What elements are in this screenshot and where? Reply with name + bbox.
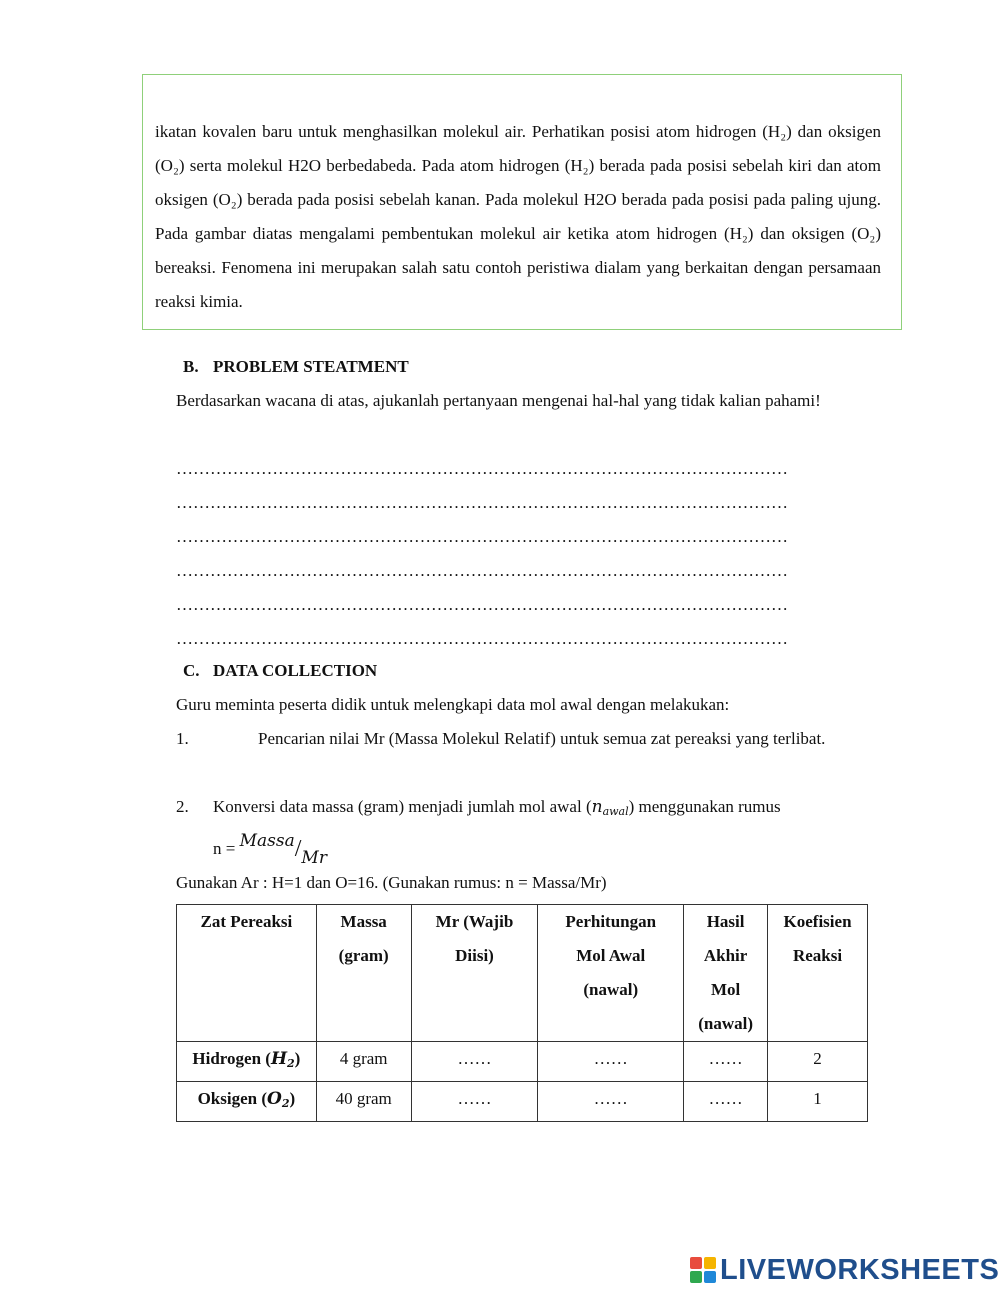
header-line: Mr (Wajib: [435, 912, 514, 931]
o-symbol: O: [267, 1089, 282, 1109]
brand-name: LIVEWORKSHEETS: [720, 1253, 1000, 1286]
n-symbol: n: [591, 797, 603, 817]
row-hidrogen-mr-input[interactable]: ……: [411, 1042, 538, 1082]
row-hidrogen-mol-input[interactable]: ……: [538, 1042, 684, 1082]
header-line: Koefisien: [783, 912, 852, 931]
header-koefisien-reaksi: [768, 905, 868, 1042]
section-b-heading: [183, 350, 409, 384]
formula-numerator: Massa: [239, 831, 295, 851]
row-name-text: Hidrogen (: [192, 1049, 271, 1068]
formula-denominator: Mr: [301, 848, 327, 868]
header-mr: [411, 905, 538, 1042]
header-line: Diisi): [455, 946, 494, 965]
table-row: [177, 1042, 868, 1082]
formula-lhs: n =: [213, 839, 236, 858]
header-perhitungan-mol-awal: [538, 905, 684, 1042]
section-c-heading: [183, 654, 377, 688]
header-line: Mol: [710, 980, 741, 999]
answer-line[interactable]: ………………………………………………………………………………………………: [176, 629, 788, 648]
header-line: Massa: [340, 912, 387, 931]
header-line: (gram): [338, 946, 389, 965]
answer-line[interactable]: ………………………………………………………………………………………………: [176, 595, 788, 614]
intro-box: [142, 74, 902, 330]
section-b-title: PROBLEM STEATMENT: [213, 357, 409, 376]
section-b-prompt: Berdasarkan wacana di atas, ajukanlah pertanyaan mengenai hal-hal yang tidak kalian pahami!: [176, 391, 821, 410]
header-line: Akhir: [703, 946, 748, 965]
row-oksigen-koefisien: 1: [768, 1082, 868, 1122]
header-line: Mol Awal: [576, 946, 646, 965]
row-oksigen-massa: 40 gram: [316, 1082, 411, 1122]
section-b-letter: B.: [183, 357, 199, 376]
row-hidrogen-hasil-input[interactable]: ……: [684, 1042, 768, 1082]
header-line: Reaksi: [792, 946, 843, 965]
section-c-intro: Guru meminta peserta didik untuk melengkapi data mol awal dengan melakukan:: [176, 695, 730, 714]
step-1-number: 1.: [176, 729, 189, 748]
n-subscript: awal: [602, 805, 629, 818]
header-line: Perhitungan: [565, 912, 657, 931]
section-c-title: DATA COLLECTION: [213, 661, 378, 680]
table-row: [177, 1082, 868, 1122]
header-hasil-akhir-mol: [684, 905, 768, 1042]
liveworksheets-logo-icon: [690, 1257, 716, 1283]
table-header-row: [177, 905, 868, 1042]
header-line: (nawal): [698, 1014, 753, 1033]
o-subscript: 2: [281, 1097, 290, 1110]
mol-formula: [213, 830, 327, 866]
ar-note: Gunakan Ar : H=1 dan O=16. (Gunakan rumus: n = Massa/Mr): [176, 873, 607, 892]
row-oksigen-mr-input[interactable]: ……: [411, 1082, 538, 1122]
intro-paragraph: ikatan kovalen baru untuk menghasilkan molekul air. Perhatikan posisi atom hidrogen (H₂) dan oksigen (O₂) serta molekul H2O berbedabeda. Pada atom hidrogen (H₂) berada pada posisi sebelah kiri dan atom oksigen (O₂) berada pada posisi sebelah kanan. Pada molekul H2O berada pada posisi pada paling ujung. Pada gambar diatas mengalami pembentukan molekul air ketika atom hidrogen (H₂) dan oksigen (O₂) bereaksi. Fenomena ini merupakan salah satu contoh peristiwa dialam yang berkaitan dengan persamaan reaksi kimia.: [155, 122, 881, 311]
step-2-text-before: Konversi data massa (gram) menjadi jumlah mol awal (: [213, 797, 592, 816]
row-oksigen-name: [177, 1082, 317, 1122]
answer-line[interactable]: ………………………………………………………………………………………………: [176, 493, 788, 512]
liveworksheets-logo[interactable]: [690, 1252, 999, 1288]
answer-line[interactable]: ………………………………………………………………………………………………: [176, 459, 788, 478]
data-table: [176, 904, 868, 1122]
header-zat-pereaksi: [177, 905, 317, 1042]
answer-line[interactable]: ………………………………………………………………………………………………: [176, 527, 788, 546]
row-hidrogen-koefisien: 2: [768, 1042, 868, 1082]
step-2-text: [213, 790, 882, 829]
header-line: Hasil: [706, 912, 745, 931]
row-oksigen-hasil-input[interactable]: ……: [684, 1082, 768, 1122]
h-symbol: H: [270, 1049, 288, 1069]
h-subscript: 2: [287, 1057, 295, 1070]
step-1-text: Pencarian nilai Mr (Massa Molekul Relatif) untuk semua zat pereaksi yang terlibat.: [258, 729, 826, 748]
section-c-letter: C.: [183, 661, 200, 680]
answer-line[interactable]: ………………………………………………………………………………………………: [176, 561, 788, 580]
row-hidrogen-massa: 4 gram: [316, 1042, 411, 1082]
header-massa: [316, 905, 411, 1042]
row-name-text: Oksigen (: [197, 1089, 268, 1108]
formula-slash: /: [294, 836, 302, 862]
row-name-close: ): [294, 1049, 301, 1068]
row-hidrogen-name: [177, 1042, 317, 1082]
header-line: Zat Pereaksi: [200, 912, 293, 931]
row-oksigen-mol-input[interactable]: ……: [538, 1082, 684, 1122]
step-2-number: 2.: [176, 797, 189, 816]
header-line: (nawal): [583, 980, 639, 999]
step-2-text-after: ) menggunakan rumus: [628, 797, 781, 816]
row-name-close: ): [289, 1089, 296, 1108]
